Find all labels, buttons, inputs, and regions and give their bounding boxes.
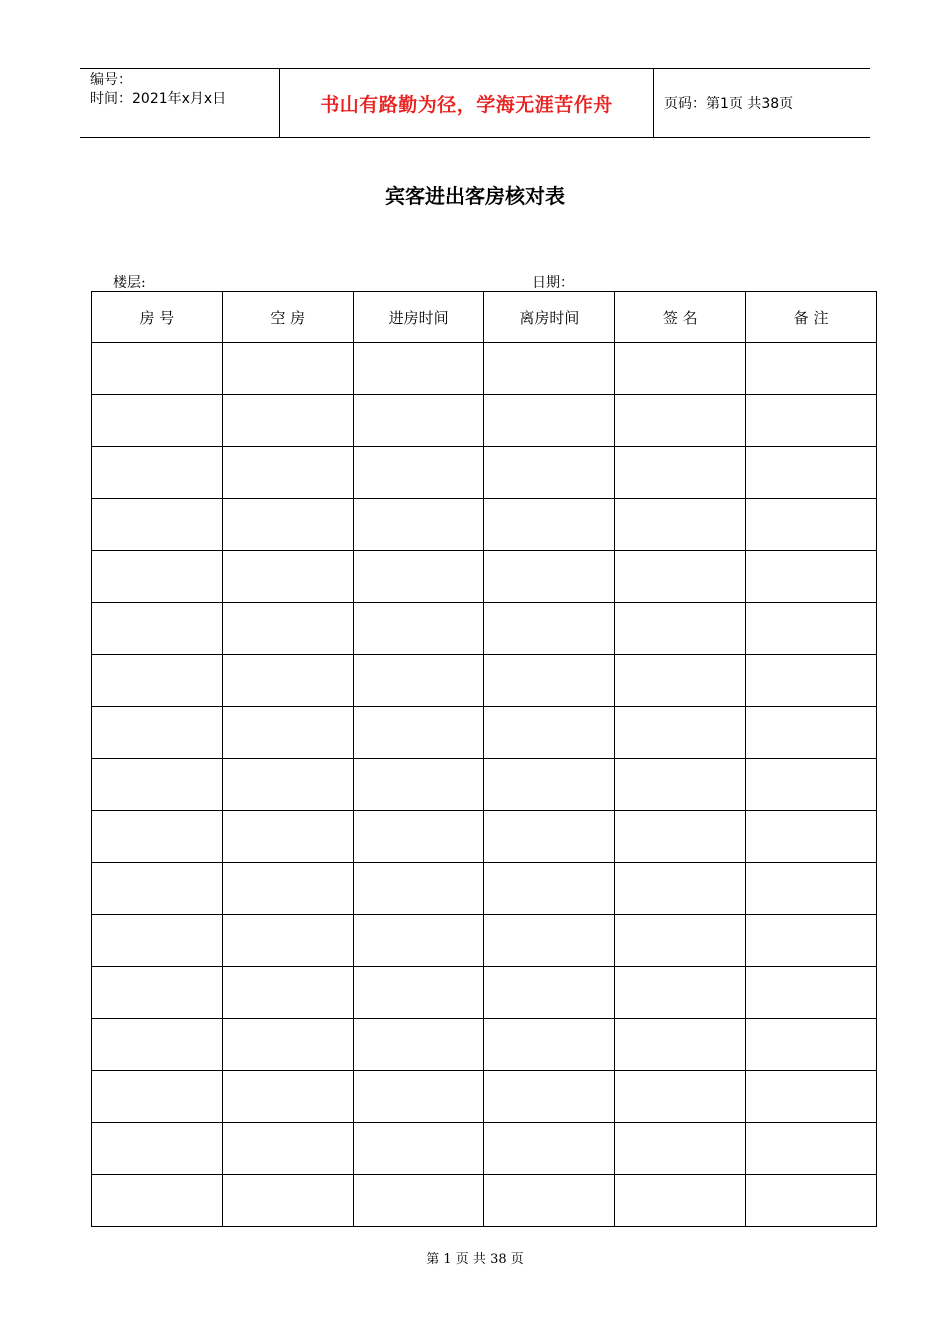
- header-page-info: 页码：第1页 共38页: [664, 96, 794, 112]
- table-cell: [222, 1019, 353, 1071]
- table-cell: [92, 759, 223, 811]
- table-cell: [746, 915, 877, 967]
- header-left-cell: [80, 69, 280, 137]
- table-cell: [92, 915, 223, 967]
- table-cell: [746, 1123, 877, 1175]
- table-cell: [92, 1123, 223, 1175]
- table-cell: [484, 343, 615, 395]
- table-row: [92, 603, 877, 655]
- table-cell: [353, 499, 484, 551]
- table-cell: [353, 551, 484, 603]
- column-header-signature: 签 名: [615, 292, 746, 343]
- table-cell: [484, 499, 615, 551]
- table-cell: [746, 395, 877, 447]
- table-cell: [484, 915, 615, 967]
- table-cell: [353, 1175, 484, 1227]
- table-cell: [222, 915, 353, 967]
- document-number-label: 编号：: [90, 72, 132, 88]
- footer-middle: 页 共: [455, 1252, 486, 1267]
- table-cell: [746, 759, 877, 811]
- table-cell: [484, 1175, 615, 1227]
- table-cell: [353, 603, 484, 655]
- table-cell: [92, 707, 223, 759]
- table-row: [92, 759, 877, 811]
- header-motto: 书山有路勤为径，学海无涯苦作舟: [280, 69, 654, 137]
- table-cell: [615, 551, 746, 603]
- table-cell: [353, 811, 484, 863]
- table-cell: [746, 447, 877, 499]
- table-cell: [484, 707, 615, 759]
- footer-current-page: 1: [443, 1252, 452, 1267]
- page-footer: [0, 1248, 950, 1267]
- table-cell: [615, 1019, 746, 1071]
- table-cell: [222, 343, 353, 395]
- table-cell: [92, 967, 223, 1019]
- table-cell: [484, 967, 615, 1019]
- table-cell: [92, 863, 223, 915]
- table-cell: [746, 1019, 877, 1071]
- table-row: [92, 395, 877, 447]
- table-cell: [615, 1123, 746, 1175]
- table-cell: [222, 603, 353, 655]
- table-cell: [92, 811, 223, 863]
- document-time-label: 时间：2021年x月x日: [90, 91, 227, 107]
- table-cell: [92, 499, 223, 551]
- form-title: 宾客进出客房核对表: [385, 184, 565, 208]
- table-cell: [353, 655, 484, 707]
- table-cell: [484, 811, 615, 863]
- table-cell: [353, 759, 484, 811]
- table-cell: [353, 863, 484, 915]
- table-row: [92, 447, 877, 499]
- table-row: [92, 915, 877, 967]
- table-cell: [353, 1123, 484, 1175]
- table-row: [92, 707, 877, 759]
- table-cell: [92, 551, 223, 603]
- date-label: 日期：: [532, 275, 574, 291]
- column-header-remarks: 备 注: [746, 292, 877, 343]
- table-cell: [615, 759, 746, 811]
- table-cell: [615, 395, 746, 447]
- table-row: [92, 499, 877, 551]
- table-cell: [222, 759, 353, 811]
- table-cell: [484, 447, 615, 499]
- table-cell: [353, 707, 484, 759]
- table-cell: [222, 655, 353, 707]
- table-cell: [222, 551, 353, 603]
- table-cell: [484, 1071, 615, 1123]
- table-cell: [615, 603, 746, 655]
- table-cell: [746, 499, 877, 551]
- table-cell: [484, 759, 615, 811]
- table-cell: [222, 863, 353, 915]
- table-cell: [92, 1019, 223, 1071]
- table-cell: [222, 811, 353, 863]
- floor-label: 楼层:: [113, 275, 146, 291]
- table-cell: [222, 395, 353, 447]
- table-cell: [92, 655, 223, 707]
- table-cell: [484, 603, 615, 655]
- table-cell: [615, 499, 746, 551]
- table-cell: [353, 1019, 484, 1071]
- table-cell: [746, 811, 877, 863]
- table-cell: [746, 551, 877, 603]
- table-cell: [615, 655, 746, 707]
- table-cell: [615, 707, 746, 759]
- table-cell: [484, 655, 615, 707]
- footer-suffix: 页: [510, 1252, 524, 1267]
- table-row: [92, 811, 877, 863]
- table-cell: [615, 1071, 746, 1123]
- table-cell: [353, 967, 484, 1019]
- page-header: [80, 68, 870, 138]
- table-cell: [92, 447, 223, 499]
- table-row: [92, 967, 877, 1019]
- table-row: [92, 551, 877, 603]
- table-cell: [222, 499, 353, 551]
- table-cell: [92, 395, 223, 447]
- table-cell: [222, 967, 353, 1019]
- table-cell: [222, 1123, 353, 1175]
- table-row: [92, 1175, 877, 1227]
- table-row: [92, 1123, 877, 1175]
- table-row: [92, 1071, 877, 1123]
- table-cell: [746, 967, 877, 1019]
- table-cell: [353, 447, 484, 499]
- table-body: [92, 343, 877, 1227]
- table-cell: [353, 1071, 484, 1123]
- table-cell: [222, 1175, 353, 1227]
- table-cell: [92, 343, 223, 395]
- table-cell: [222, 707, 353, 759]
- table-cell: [484, 1123, 615, 1175]
- table-cell: [746, 1175, 877, 1227]
- footer-total-pages: 38: [490, 1252, 507, 1267]
- table-cell: [92, 1175, 223, 1227]
- table-cell: [92, 1071, 223, 1123]
- column-header-room-number: 房 号: [92, 292, 223, 343]
- table-cell: [484, 863, 615, 915]
- table-cell: [615, 967, 746, 1019]
- table-cell: [746, 655, 877, 707]
- table-cell: [353, 915, 484, 967]
- table-cell: [746, 707, 877, 759]
- table-cell: [222, 1071, 353, 1123]
- column-header-check-out-time: 离房时间: [484, 292, 615, 343]
- table-cell: [615, 1175, 746, 1227]
- room-check-table: [91, 291, 877, 1227]
- table-cell: [484, 395, 615, 447]
- table-header-row: [92, 292, 877, 343]
- table-cell: [222, 447, 353, 499]
- table-cell: [746, 863, 877, 915]
- table-cell: [615, 915, 746, 967]
- table-row: [92, 655, 877, 707]
- table-cell: [484, 1019, 615, 1071]
- table-row: [92, 343, 877, 395]
- table-cell: [615, 343, 746, 395]
- table-cell: [615, 863, 746, 915]
- table-cell: [615, 447, 746, 499]
- column-header-vacant: 空 房: [222, 292, 353, 343]
- table-cell: [92, 603, 223, 655]
- table-row: [92, 1019, 877, 1071]
- column-header-check-in-time: 进房时间: [353, 292, 484, 343]
- table-cell: [746, 343, 877, 395]
- footer-prefix: 第: [426, 1252, 440, 1267]
- table-cell: [353, 343, 484, 395]
- table-row: [92, 863, 877, 915]
- table-cell: [746, 1071, 877, 1123]
- table-cell: [353, 395, 484, 447]
- table-cell: [746, 603, 877, 655]
- table-cell: [484, 551, 615, 603]
- table-cell: [615, 811, 746, 863]
